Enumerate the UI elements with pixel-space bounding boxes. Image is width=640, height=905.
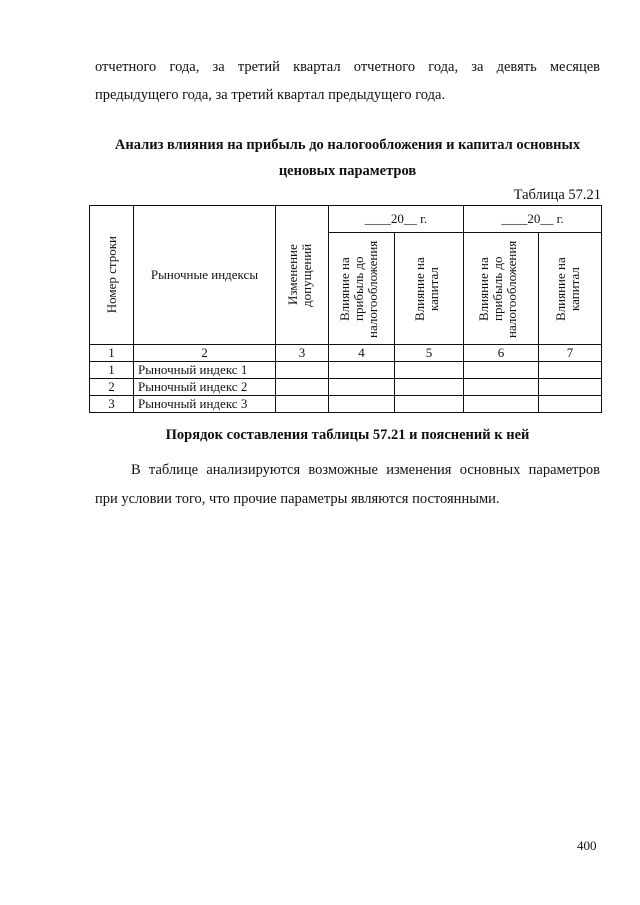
column-number-7: 7 xyxy=(539,345,602,362)
row-number: 3 xyxy=(90,396,134,413)
header-capital-effect-1 xyxy=(395,233,464,345)
row-market-index-name: Рыночный индекс 1 xyxy=(134,362,276,379)
column-number-5: 5 xyxy=(395,345,464,362)
row-capital-effect-1 xyxy=(395,379,464,396)
intro-line-1: отчетного года, за третий квартал отчетного года, за девять месяцев xyxy=(95,59,600,75)
row-profit-effect-2 xyxy=(464,396,539,413)
header-year-group-1: ____20__ г. xyxy=(329,206,464,233)
header-row-number-text: Номер строки xyxy=(103,236,119,314)
column-number-1: 1 xyxy=(90,345,134,362)
table-row xyxy=(90,396,602,413)
intro-line-2: предыдущего года, за третий квартал предыдущего года. xyxy=(95,87,446,103)
row-number: 1 xyxy=(90,362,134,379)
column-number-3: 3 xyxy=(276,345,329,362)
row-capital-effect-2 xyxy=(539,396,602,413)
column-number-row xyxy=(90,345,602,362)
row-number: 2 xyxy=(90,379,134,396)
header-assumption-change-text: Изменение допущений xyxy=(285,243,314,307)
column-number-6: 6 xyxy=(464,345,539,362)
row-capital-effect-2 xyxy=(539,362,602,379)
column-number-4: 4 xyxy=(329,345,395,362)
analysis-table xyxy=(89,205,602,413)
row-profit-effect-1 xyxy=(329,396,395,413)
section-paragraph-line-2: при условии того, что прочие параметры являются постоянными. xyxy=(95,491,500,507)
header-capital-effect-2 xyxy=(539,233,602,345)
heading-line-2: ценовых параметров xyxy=(278,163,417,179)
row-assumption-change xyxy=(276,379,329,396)
header-profit-effect-2-text: Влияние на прибыль до налогообложения xyxy=(476,239,519,338)
table-row xyxy=(90,362,602,379)
row-assumption-change xyxy=(276,396,329,413)
heading-line-1: Анализ влияния на прибыль до налогообложения и капитал основных xyxy=(114,137,581,153)
column-number-2: 2 xyxy=(134,345,276,362)
row-capital-effect-1 xyxy=(395,362,464,379)
header-year-group-2: ____20__ г. xyxy=(464,206,602,233)
row-market-index-name: Рыночный индекс 3 xyxy=(134,396,276,413)
header-row-number xyxy=(90,206,134,345)
header-assumption-change xyxy=(276,206,329,345)
row-capital-effect-1 xyxy=(395,396,464,413)
page-number: 400 xyxy=(577,838,597,853)
row-profit-effect-2 xyxy=(464,379,539,396)
row-profit-effect-1 xyxy=(329,362,395,379)
header-market-indices: Рыночные индексы xyxy=(134,206,276,345)
row-assumption-change xyxy=(276,362,329,379)
header-capital-effect-2-text: Влияние на капитал xyxy=(553,256,582,321)
section-title: Порядок составления таблицы 57.21 и пояснений к ней xyxy=(165,427,530,443)
header-capital-effect-1-text: Влияние на капитал xyxy=(412,256,441,321)
table-row xyxy=(90,379,602,396)
row-profit-effect-1 xyxy=(329,379,395,396)
row-capital-effect-2 xyxy=(539,379,602,396)
section-paragraph-line-1: В таблице анализируются возможные изменения основных параметров xyxy=(131,462,600,478)
row-profit-effect-2 xyxy=(464,362,539,379)
header-profit-effect-1 xyxy=(329,233,395,345)
header-profit-effect-2 xyxy=(464,233,539,345)
header-profit-effect-1-text: Влияние на прибыль до налогообложения xyxy=(336,239,380,338)
row-market-index-name: Рыночный индекс 2 xyxy=(134,379,276,396)
table-caption: Таблица 57.21 xyxy=(513,187,601,203)
